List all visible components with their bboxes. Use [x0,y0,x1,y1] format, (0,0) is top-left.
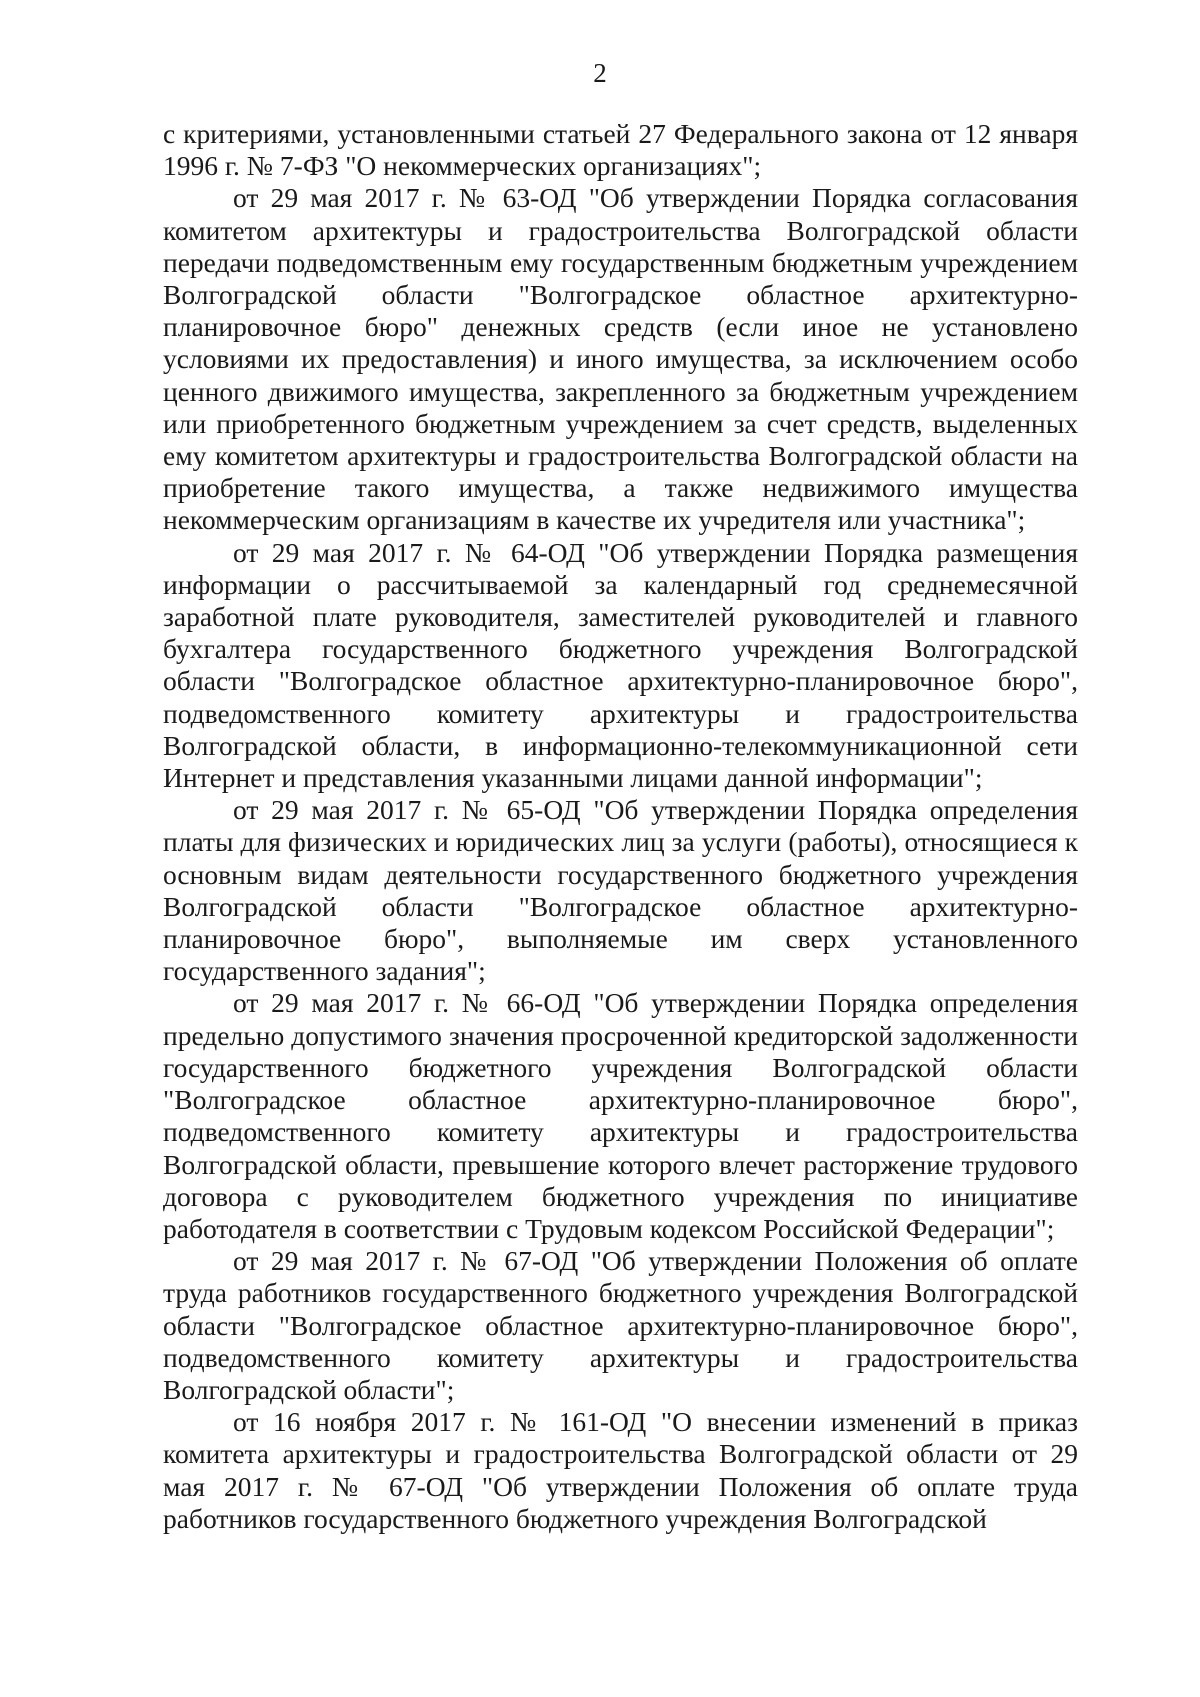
page-number: 2 [593,58,607,88]
paragraph-order-64-od: от 29 мая 2017 г. № 64-ОД "Об утверждении Порядка размещения информации о рассчитываемой за календарный год среднемесячной заработной плате руководителя, заместителей руководителей и главного бухгалтера государственного бюджетного учреждения Волгоградской области "Волгоградское областное архитектурно-планировочное бюро", подведомственного комитету архитектуры и градостроительства Волгоградской области, в информационно-телекоммуникационной сети Интернет и представления указанными лицами данной информации"; [163,536,1078,794]
paragraph-order-63-od: от 29 мая 2017 г. № 63-ОД "Об утверждении Порядка согласования комитетом архитектуры и градостроительства Волгоградской области передачи подведомственным ему государственным бюджетным учреждением Волгоградской области "Волгоградское областное архитектурно-планировочное бюро" денежных средств (если иное не установлено условиями их предоставления) и иного имущества, за исключением особо ценного движимого имущества, закрепленного за бюджетным учреждением или приобретенного бюджетным учреждением за счет средств, выделенных ему комитетом архитектуры и градостроительства Волгоградской области на приобретение такого имущества, а также недвижимого имущества некоммерческим организациям в качестве их учредителя или участника"; [163,182,1078,536]
paragraph-order-161-od: от 16 ноября 2017 г. № 161-ОД "О внесении изменений в приказ комитета архитектуры и градостроительства Волгоградской области от 29 мая 2017 г. № 67-ОД "Об утверждении Положения об оплате труда работников государственного бюджетного учреждения Волгоградской [163,1406,1078,1534]
paragraph-continuation: с критериями, установленными статьей 27 Федерального закона от 12 января 1996 г. № 7-ФЗ "О некоммерческих организациях"; [163,118,1078,182]
paragraph-order-67-od: от 29 мая 2017 г. № 67-ОД "Об утверждении Положения об оплате труда работников государственного бюджетного учреждения Волгоградской области "Волгоградское областное архитектурно-планировочное бюро", подведомственного комитету архитектуры и градостроительства Волгоградской области"; [163,1245,1078,1405]
paragraph-order-65-od: от 29 мая 2017 г. № 65-ОД "Об утверждении Порядка определения платы для физических и юридических лиц за услуги (работы), относящиеся к основным видам деятельности государственного бюджетного учреждения Волгоградской области "Волгоградское областное архитектурно-планировочное бюро", выполняемые им сверх установленного государственного задания"; [163,794,1078,987]
document-body [163,118,1078,1535]
paragraph-order-66-od: от 29 мая 2017 г. № 66-ОД "Об утверждении Порядка определения предельно допустимого значения просроченной кредиторской задолженности государственного бюджетного учреждения Волгоградской области "Волгоградское областное архитектурно-планировочное бюро", подведомственного комитету архитектуры и градостроительства Волгоградской области, превышение которого влечет расторжение трудового договора с руководителем бюджетного учреждения по инициативе работодателя в соответствии с Трудовым кодексом Российской Федерации"; [163,987,1078,1244]
